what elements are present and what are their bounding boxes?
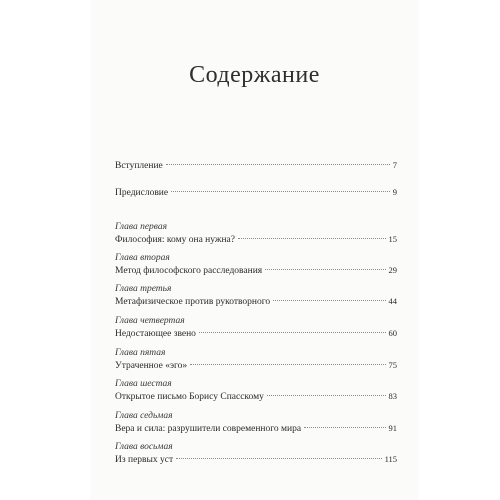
chapter-label: Глава седьмая [115, 411, 173, 421]
toc-entry-title: Утраченное «эго» [115, 361, 188, 371]
toc-entry [115, 442, 397, 467]
dot-leader [267, 395, 386, 396]
toc-entry-line [115, 390, 397, 404]
chapter-label: Глава первая [115, 222, 168, 232]
toc-entry [115, 348, 397, 373]
toc-entry-line [115, 159, 397, 173]
toc-entry-line [115, 359, 397, 373]
toc-entry-page: 60 [388, 328, 397, 338]
toc-entry [115, 316, 397, 341]
toc-entry-page: 91 [388, 423, 397, 433]
dot-leader [190, 364, 385, 365]
toc-entry [115, 253, 397, 278]
dot-leader [304, 427, 385, 428]
toc-entry-line [115, 422, 397, 436]
toc-entry-line [115, 264, 397, 278]
dot-leader [273, 300, 385, 301]
toc-entry-line [115, 186, 397, 200]
toc-entry-page: 115 [384, 454, 397, 464]
chapter-label: Глава восьмая [115, 442, 173, 452]
toc-entry-page: 83 [388, 391, 397, 401]
toc-entry-page: 9 [392, 187, 397, 197]
toc-entry-title: Вера и сила: разрушители современного мира [115, 424, 302, 434]
toc-entry-page: 7 [392, 160, 397, 170]
toc-entry [115, 411, 397, 436]
toc-entry-page: 15 [388, 234, 397, 244]
dot-leader [238, 238, 386, 239]
toc-entry [115, 186, 397, 200]
dot-leader [171, 191, 390, 192]
toc-entry-title: Предисловие [115, 188, 169, 198]
toc-entry-title: Из первых уст [115, 455, 174, 465]
toc-entry [115, 159, 397, 173]
chapter-label: Глава третья [115, 284, 172, 294]
toc-entry-title: Метод философского расследования [115, 266, 263, 276]
toc-entry-line [115, 453, 397, 467]
chapter-label: Глава четвертая [115, 316, 185, 326]
toc-entry [115, 284, 397, 309]
toc-entry [115, 379, 397, 404]
book-page [91, 0, 418, 500]
toc-entry-line [115, 327, 397, 341]
chapter-label: Глава пятая [115, 348, 166, 358]
page-title: Содержание [189, 62, 320, 88]
toc-entry-page: 75 [388, 360, 397, 370]
toc-entry-line [115, 295, 397, 309]
dot-leader [265, 269, 385, 270]
toc-entry-line [115, 233, 397, 247]
toc-entry [115, 222, 397, 247]
toc-entry-title: Недостающее звено [115, 329, 196, 339]
chapter-label: Глава шестая [115, 379, 172, 389]
toc-entry-title: Метафизическое против рукотворного [115, 297, 271, 307]
dot-leader [199, 332, 386, 333]
dot-leader [166, 164, 390, 165]
toc-entry-page: 29 [388, 265, 397, 275]
toc-entry-title: Вступление [115, 161, 163, 171]
toc-entry-title: Открытое письмо Борису Спасскому [115, 392, 264, 402]
dot-leader [176, 458, 381, 459]
toc-entry-page: 44 [388, 296, 397, 306]
toc-entry-title: Философия: кому она нужна? [115, 235, 235, 245]
chapter-label: Глава вторая [115, 253, 170, 263]
